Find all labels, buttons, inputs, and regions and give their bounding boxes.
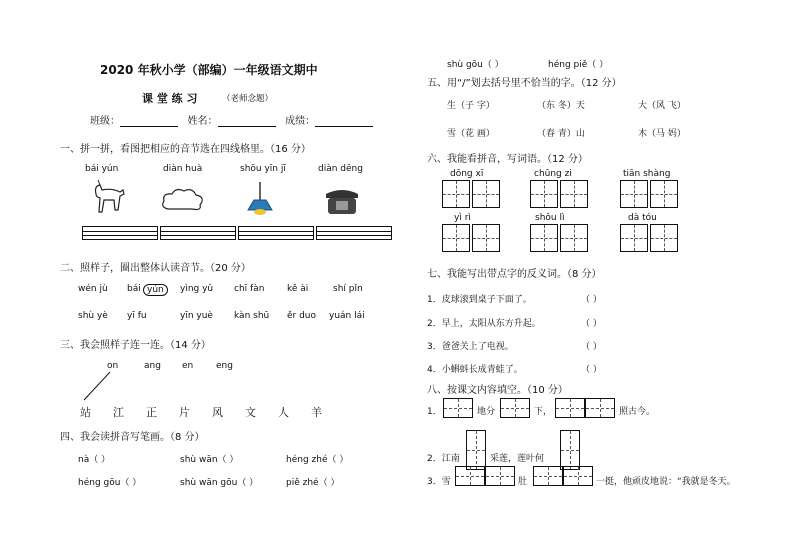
section-2-heading: 二、照样子，圈出整体认读音节。（20 分） — [60, 263, 251, 274]
s8-text: 照古今。 — [619, 407, 656, 417]
score-field[interactable] — [315, 116, 373, 127]
s8-write-box[interactable] — [585, 398, 615, 418]
s8-write-box[interactable] — [443, 398, 473, 418]
s3-char[interactable]: 站 — [80, 406, 91, 419]
s7-item: 2．早上，太阳从东方升起。 — [427, 319, 541, 329]
s8-write-box[interactable] — [455, 466, 485, 486]
s1-four-line-3[interactable] — [238, 226, 314, 240]
section-7-heading: 七、我能写出带点字的反义词。（8 分） — [427, 269, 602, 280]
s3-char[interactable]: 羊 — [311, 406, 322, 419]
s7-answer-blank[interactable]: （ ） — [581, 319, 602, 329]
s1-pinyin-1: bái yún — [85, 164, 119, 174]
class-field[interactable] — [120, 116, 178, 127]
class-label: 班级： — [90, 116, 120, 127]
s8-text: 采莲，莲叶何 — [490, 454, 545, 464]
s3-final[interactable]: en — [182, 361, 194, 371]
s5-item[interactable]: 木（马 妈） — [638, 129, 686, 139]
s3-char[interactable]: 江 — [113, 406, 124, 419]
s6-write-box[interactable] — [650, 224, 678, 252]
s6-write-box[interactable] — [442, 180, 470, 208]
score-label: 成绩： — [285, 116, 316, 127]
s2-syllable[interactable]: shí pǐn — [333, 284, 363, 294]
s4-stroke-item[interactable]: shù wān gōu（ ） — [180, 478, 259, 488]
s3-char[interactable]: 片 — [179, 406, 190, 419]
s1-pinyin-2: diàn huà — [163, 164, 203, 174]
page-subtitle: 课 堂 练 习 — [142, 92, 198, 105]
s7-answer-blank[interactable]: （ ） — [581, 365, 602, 375]
s3-char[interactable]: 风 — [212, 406, 223, 419]
s3-final[interactable]: eng — [216, 361, 233, 371]
s1-four-line-4[interactable] — [316, 226, 392, 240]
s4-stroke-item[interactable]: héng gōu（ ） — [78, 478, 142, 488]
s2-syllable[interactable]: bái — [127, 284, 141, 294]
s7-answer-blank[interactable]: （ ） — [581, 342, 602, 352]
s1-pinyin-3: shōu yīn jī — [240, 164, 286, 174]
s3-final[interactable]: ang — [144, 361, 161, 371]
s5-item[interactable]: 大（风 飞） — [638, 101, 686, 111]
s4-stroke-item[interactable]: shù wān（ ） — [180, 455, 239, 465]
s2-syllable[interactable]: yuán lái — [329, 311, 365, 321]
s2-syllable[interactable]: kàn shū — [234, 311, 270, 321]
s6-write-box[interactable] — [472, 180, 500, 208]
name-label: 姓名： — [187, 116, 218, 127]
section-1-heading: 一、拼一拼，看图把相应的音节选在四线格里。（16 分） — [60, 144, 311, 155]
s3-char[interactable]: 人 — [278, 406, 289, 419]
s6-write-box[interactable] — [442, 224, 470, 252]
s7-item: 1．皮球滚到桌子下面了。 — [427, 295, 532, 305]
s8-text: 地分 — [477, 407, 496, 417]
goat-icon — [90, 180, 130, 218]
cloud-icon — [160, 185, 206, 215]
s6-write-box[interactable] — [560, 180, 588, 208]
s6-write-box[interactable] — [620, 224, 648, 252]
s6-write-box[interactable] — [650, 180, 678, 208]
s8-text: 肚 — [518, 477, 528, 487]
section-3-heading: 三、我会照样子连一连。（14 分） — [60, 340, 211, 351]
s8-num: 3．雪 — [427, 477, 451, 487]
section-4-heading: 四、我会读拼音写笔画。（8 分） — [60, 432, 205, 443]
s1-pinyin-4: diàn dēng — [318, 164, 363, 174]
example-connect-line — [80, 372, 120, 402]
s2-syllable[interactable]: shù yè — [78, 311, 108, 321]
s6-pinyin: tiān shàng — [623, 169, 671, 179]
s5-item[interactable]: （东 冬）天 — [537, 101, 585, 111]
s2-syllable[interactable]: wén jù — [78, 284, 108, 294]
s3-final[interactable]: on — [107, 361, 119, 371]
s2-syllable[interactable]: kě ài — [287, 284, 309, 294]
s2-syllable[interactable]: ěr duo — [287, 311, 317, 321]
s8-num: 1． — [427, 407, 442, 417]
s2-syllable[interactable]: yìng yǔ — [180, 284, 214, 294]
s8-write-box[interactable] — [533, 466, 563, 486]
s8-text: 一挺，他顽皮地说：“我就是冬天。 — [596, 477, 736, 487]
s5-item[interactable]: 雪（花 画） — [447, 129, 495, 139]
s6-pinyin: dōng xī — [450, 169, 484, 179]
s4-stroke-item[interactable]: shù gōu（ ） — [447, 60, 504, 70]
s4-stroke-item[interactable]: nà（ ） — [78, 455, 111, 465]
s5-item[interactable]: 生（子 字） — [447, 101, 495, 111]
s8-write-box[interactable] — [485, 466, 515, 486]
s3-chars-row — [80, 404, 322, 420]
s6-write-box[interactable] — [620, 180, 648, 208]
lamp-icon — [242, 182, 278, 218]
s8-write-box[interactable] — [560, 430, 580, 470]
s8-write-box[interactable] — [563, 466, 593, 486]
s8-write-box[interactable] — [466, 430, 486, 470]
s7-item: 4．小蝌蚪长成青蛙了。 — [427, 365, 523, 375]
s6-write-box[interactable] — [560, 224, 588, 252]
s8-text: 下， — [534, 407, 553, 417]
s1-four-line-1[interactable] — [82, 226, 158, 240]
s7-answer-blank[interactable]: （ ） — [581, 295, 602, 305]
s3-char[interactable]: 正 — [146, 406, 157, 419]
s2-syllable[interactable]: yī fu — [127, 311, 147, 321]
s8-num: 2．江南 — [427, 454, 460, 464]
s2-syllable[interactable]: chī fàn — [234, 284, 265, 294]
s4-stroke-item[interactable]: héng zhé（ ） — [286, 455, 349, 465]
s5-item[interactable]: （春 青）山 — [537, 129, 585, 139]
telephone-icon — [322, 184, 362, 218]
s2-syllable[interactable]: yīn yuè — [180, 311, 213, 321]
section-5-heading: 五、用“/”划去括号里不恰当的字。（12 分） — [427, 78, 622, 89]
s8-write-box[interactable] — [500, 398, 530, 418]
s6-pinyin: chūng zi — [534, 169, 572, 179]
s4-stroke-item[interactable]: piě zhé（ ） — [286, 478, 340, 488]
s6-pinyin: shǒu lì — [535, 213, 565, 223]
s8-write-box[interactable] — [555, 398, 585, 418]
s6-write-box[interactable] — [530, 224, 558, 252]
s6-write-box[interactable] — [530, 180, 558, 208]
student-info-row — [90, 112, 373, 127]
s7-item: 3．爸爸关上了电视。 — [427, 342, 514, 352]
section-6-heading: 六、我能看拼音，写词语。（12 分） — [427, 154, 588, 165]
name-field[interactable] — [218, 116, 276, 127]
s6-write-box[interactable] — [472, 224, 500, 252]
page-title: 2020 年秋小学（部编）一年级语文期中 — [100, 63, 318, 77]
section-8-heading: 八、按课文内容填空。（10 分） — [427, 385, 568, 396]
subtitle-note: （老师念题） — [222, 94, 274, 104]
s3-char[interactable]: 文 — [245, 406, 256, 419]
s6-pinyin: yì rì — [454, 213, 471, 223]
s1-four-line-2[interactable] — [160, 226, 236, 240]
s2-circled-example[interactable]: yún — [143, 284, 168, 296]
s4-stroke-item[interactable]: héng piě（ ） — [548, 60, 609, 70]
s6-pinyin: dà tóu — [628, 213, 657, 223]
